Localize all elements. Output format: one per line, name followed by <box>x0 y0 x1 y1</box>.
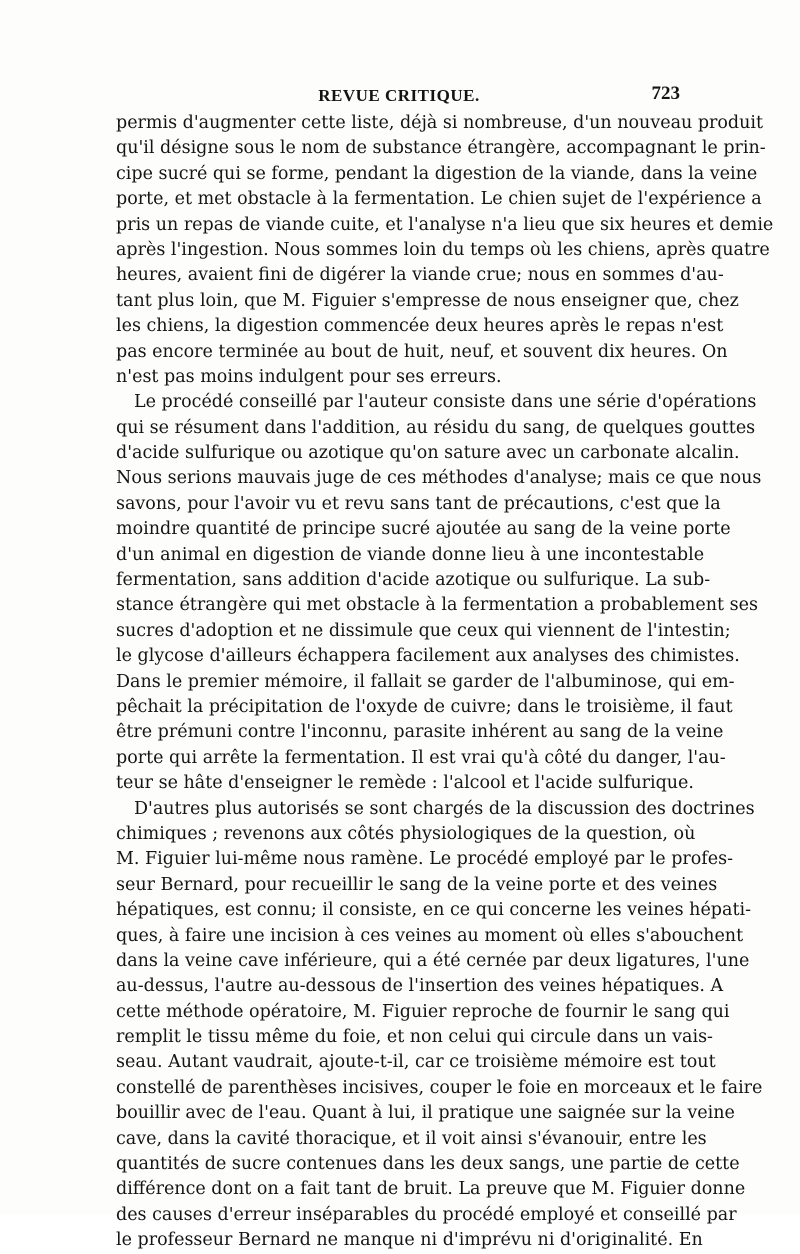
text-line: après l'ingestion. Nous sommes loin du temps où les chiens, après quatre <box>116 239 770 260</box>
text-line: les chiens, la digestion commencée deux heures après le repas n'est <box>116 316 724 337</box>
text-line: sucres d'adoption et ne dissimule que ceux qui viennent de l'intestin; <box>116 620 731 641</box>
text-line: heures, avaient fini de digérer la viande crue; nous en sommes d'au- <box>116 265 724 286</box>
text-line: fermentation, sans addition d'acide azotique ou sulfurique. La sub- <box>116 570 711 591</box>
text-line: le glycose d'ailleurs échappera facilement aux analyses des chimistes. <box>116 646 740 667</box>
text-line: seau. Autant vaudrait, ajoute-t-il, car ce troisième mémoire est tout <box>116 1052 716 1073</box>
paragraph-end-line: n'est pas moins indulgent pour ses erreurs. <box>116 366 502 387</box>
text-line: Nous serions mauvais juge de ces méthodes d'analyse; mais ce que nous <box>116 468 762 489</box>
text-line: cave, dans la cavité thoracique, et il voit ainsi s'évanouir, entre les <box>116 1128 707 1149</box>
text-line: ques, à faire une incision à ces veines au moment où elles s'abouchent <box>116 925 744 946</box>
paragraph-start-line: Le procédé conseillé par l'auteur consiste dans une série d'opérations <box>134 392 757 413</box>
text-line: cipe sucré qui se forme, pendant la digestion de la viande, dans la veine <box>116 163 758 184</box>
text-line: moindre quantité de principe sucré ajoutée au sang de la veine porte <box>116 519 731 540</box>
text-line: d'acide sulfurique ou azotique qu'on sature avec un carbonate alcalin. <box>116 443 740 464</box>
page-number: 723 <box>651 83 680 104</box>
text-line: Dans le premier mémoire, il fallait se garder de l'albuminose, qui em- <box>116 671 735 692</box>
paragraph-end-line: teur se hâte d'enseigner le remède : l'alcool et l'acide sulfurique. <box>116 773 694 794</box>
running-head <box>116 80 682 114</box>
text-line: cette méthode opératoire, M. Figuier reproche de fournir le sang qui <box>116 1001 730 1022</box>
text-line: être prémuni contre l'inconnu, parasite inhérent au sang de la veine <box>116 722 724 743</box>
text-line: d'un animal en digestion de viande donne lieu à une incontestable <box>116 544 705 565</box>
text-line: qui se résument dans l'addition, au résidu du sang, de quelques gouttes <box>116 417 756 438</box>
text-line: seur Bernard, pour recueillir le sang de la veine porte et des veines <box>116 874 718 895</box>
running-title: REVUE CRITIQUE. <box>318 86 480 105</box>
text-line: permis d'augmenter cette liste, déjà si nombreuse, d'un nouveau produit <box>116 113 764 133</box>
text-line: différence dont on a fait tant de bruit. La preuve que M. Figuier donne <box>116 1179 746 1200</box>
text-line: quantités de sucre contenues dans les deux sangs, une partie de cette <box>116 1154 740 1175</box>
text-line: M. Figuier lui-même nous ramène. Le procédé employé par le profes- <box>116 849 734 870</box>
text-line: bouillir avec de l'eau. Quant à lui, il pratique une saignée sur la veine <box>116 1103 735 1124</box>
body-text <box>116 111 774 1254</box>
paragraph-start-line: D'autres plus autorisés se sont chargés de la discussion des doctrines <box>134 798 755 819</box>
text-line: stance étrangère qui met obstacle à la fermentation a probablement ses <box>116 595 758 616</box>
text-line: des causes d'erreur inséparables du procédé employé et conseillé par <box>116 1204 737 1225</box>
text-line: tant plus loin, que M. Figuier s'empresse de nous enseigner que, chez <box>116 290 739 311</box>
text-line: qu'il désigne sous le nom de substance étrangère, accompagnant le prin- <box>116 138 766 159</box>
text-line: porte, et met obstacle à la fermentation. Le chien sujet de l'expérience a <box>116 189 762 210</box>
text-line: savons, pour l'avoir vu et revu sans tant de précautions, c'est que la <box>116 493 721 514</box>
text-line: pris un repas de viande cuite, et l'analyse n'a lieu que six heures et demie <box>116 214 774 235</box>
text-line: hépatiques, est connu; il consiste, en ce qui concerne les veines hépati- <box>116 900 751 921</box>
text-line: le professeur Bernard ne manque ni d'imprévu ni d'originalité. En <box>116 1230 703 1251</box>
text-line: pêchait la précipitation de l'oxyde de cuivre; dans le troisième, il faut <box>116 696 733 717</box>
text-line: dans la veine cave inférieure, qui a été cernée par deux ligatures, l'une <box>116 950 750 971</box>
text-line: au-dessus, l'autre au-dessous de l'insertion des veines hépatiques. A <box>116 976 724 997</box>
text-line: pas encore terminée au bout de huit, neuf, et souvent dix heures. On <box>116 341 728 362</box>
text-line: remplit le tissu même du foie, et non celui qui circule dans un vais- <box>116 1027 713 1048</box>
text-line: constellé de parenthèses incisives, couper le foie en morceaux et le faire <box>116 1077 763 1098</box>
text-line: porte qui arrête la fermentation. Il est vrai qu'à côté du danger, l'au- <box>116 747 726 768</box>
text-line: chimiques ; revenons aux côtés physiologiques de la question, où <box>116 823 696 844</box>
